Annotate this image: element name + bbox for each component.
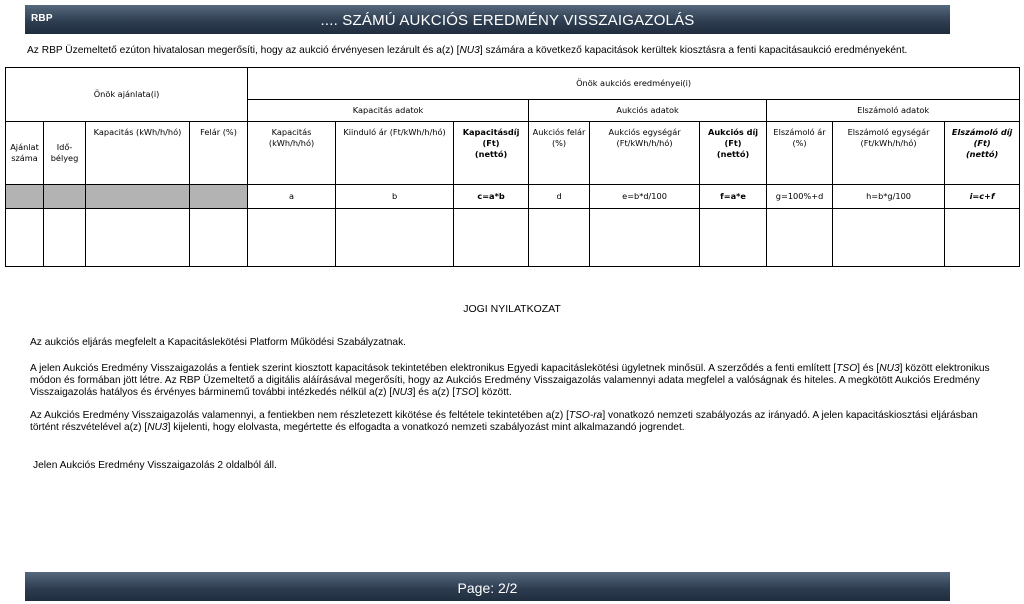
data-cell bbox=[590, 209, 700, 267]
data-cell bbox=[700, 209, 767, 267]
capacity-data-header: Kapacitás adatok bbox=[248, 100, 529, 122]
formula-cell: g=100%+d bbox=[767, 185, 833, 209]
data-cell bbox=[767, 209, 833, 267]
formula-cell-empty bbox=[6, 185, 44, 209]
data-cell bbox=[529, 209, 590, 267]
data-cell bbox=[86, 209, 190, 267]
data-cell bbox=[44, 209, 86, 267]
offers-header: Önök ajánlata(i) bbox=[6, 68, 248, 122]
auction-results-table bbox=[5, 67, 1020, 267]
data-cell bbox=[248, 209, 336, 267]
legal-title: JOGI NYILATKOZAT bbox=[463, 303, 561, 315]
auction-data-header: Aukciós adatok bbox=[529, 100, 767, 122]
formula-cell: f=a*e bbox=[700, 185, 767, 209]
data-cell bbox=[336, 209, 454, 267]
data-cell bbox=[454, 209, 529, 267]
formula-cell: e=b*d/100 bbox=[590, 185, 700, 209]
col-auction-fee: Aukciós díj (Ft) (nettó) bbox=[700, 122, 767, 185]
data-cell bbox=[945, 209, 1020, 267]
data-cell bbox=[833, 209, 945, 267]
settlement-data-header: Elszámoló adatok bbox=[767, 100, 1020, 122]
footer-bar bbox=[25, 572, 950, 601]
col-offer-capacity: Kapacitás (kWh/h/hó) bbox=[86, 122, 190, 185]
legal-paragraph-1: Az aukciós eljárás megfelelt a Kapacitáslekötési Platform Működési Szabályzatnak. bbox=[30, 337, 406, 348]
data-cell bbox=[6, 209, 44, 267]
formula-cell: c=a*b bbox=[454, 185, 529, 209]
formula-cell-empty bbox=[86, 185, 190, 209]
page-count-note: Jelen Aukciós Eredmény Visszaigazolás 2 oldalból áll. bbox=[33, 460, 277, 471]
formula-cell: i=c+f bbox=[945, 185, 1020, 209]
data-cell bbox=[190, 209, 248, 267]
col-auction-unit-price: Aukciós egységár (Ft/kWh/h/hó) bbox=[590, 122, 700, 185]
header-bar bbox=[25, 5, 950, 34]
col-offer-premium: Felár (%) bbox=[190, 122, 248, 185]
formula-cell-empty bbox=[44, 185, 86, 209]
page-title: .... SZÁMÚ AUKCIÓS EREDMÉNY VISSZAIGAZOLÁS bbox=[320, 12, 695, 29]
col-offer-number: Ajánlat száma bbox=[6, 122, 44, 185]
formula-cell: h=b*g/100 bbox=[833, 185, 945, 209]
brand-label: RBP bbox=[31, 13, 53, 24]
col-capacity: Kapacitás (kWh/h/hó) bbox=[248, 122, 336, 185]
col-capacity-fee: Kapacitásdíj (Ft) (nettó) bbox=[454, 122, 529, 185]
legal-paragraph-3: Az Aukciós Eredmény Visszaigazolás valamennyi, a fentiekben nem részletezett kikötése és feltétele tekintetében a(z) [TSO-ra] vonatkozó nemzeti szabályozás az irányadó. A jelen kapacitáskiosztási eljárásban történt részvételével a(z) [NU3] kijelenti, hogy elolvasta, megértette és elfogadta a vonatkozó nemzeti szabályozást mint alkalmazandó jogrendet. bbox=[30, 410, 978, 433]
col-start-price: Kiinduló ár (Ft/kWh/h/hó) bbox=[336, 122, 454, 185]
col-settlement-fee: Elszámoló díj (Ft) (nettó) bbox=[945, 122, 1020, 185]
intro-text: Az RBP Üzemeltető ezúton hivatalosan megerősíti, hogy az aukció érvényesen lezárult és a(z) [NU3] számára a következő kapacitások kerültek kiosztásra a fenti kapacitásaukció eredményeként. bbox=[27, 45, 908, 56]
formula-cell: a bbox=[248, 185, 336, 209]
col-settlement-unit-price: Elszámoló egységár (Ft/kWh/h/hó) bbox=[833, 122, 945, 185]
formula-cell: b bbox=[336, 185, 454, 209]
formula-cell: d bbox=[529, 185, 590, 209]
col-timestamp: Idő-bélyeg bbox=[44, 122, 86, 185]
col-auction-premium: Aukciós felár (%) bbox=[529, 122, 590, 185]
page-number: Page: 2/2 bbox=[457, 580, 518, 596]
formula-cell-empty bbox=[190, 185, 248, 209]
legal-paragraph-2: A jelen Aukciós Eredmény Visszaigazolás a fentiek szerint kiosztott kapacitások tekintetében elektronikus Egyedi kapacitáslekötési ügyletnek minősül. A szerződés a fenti említett [TSO] és [NU3] között elektronikus módon és formában jött létre. Az RBP Üzemeltető a digitális aláírásával megerősíti, hogy az Aukciós Eredmény Visszaigazolás valamennyi adata megfelel a valóságnak és hiteles. A megkötött Aukciós Eredmény Visszaigazolás hatályos és érvényes bárminemű további intézkedés nélkül a(z) [NU3] és a(z) [TSO] között. bbox=[30, 363, 990, 398]
col-settlement-price: Elszámoló ár (%) bbox=[767, 122, 833, 185]
results-header: Önök aukciós eredményei(i) bbox=[248, 68, 1020, 100]
